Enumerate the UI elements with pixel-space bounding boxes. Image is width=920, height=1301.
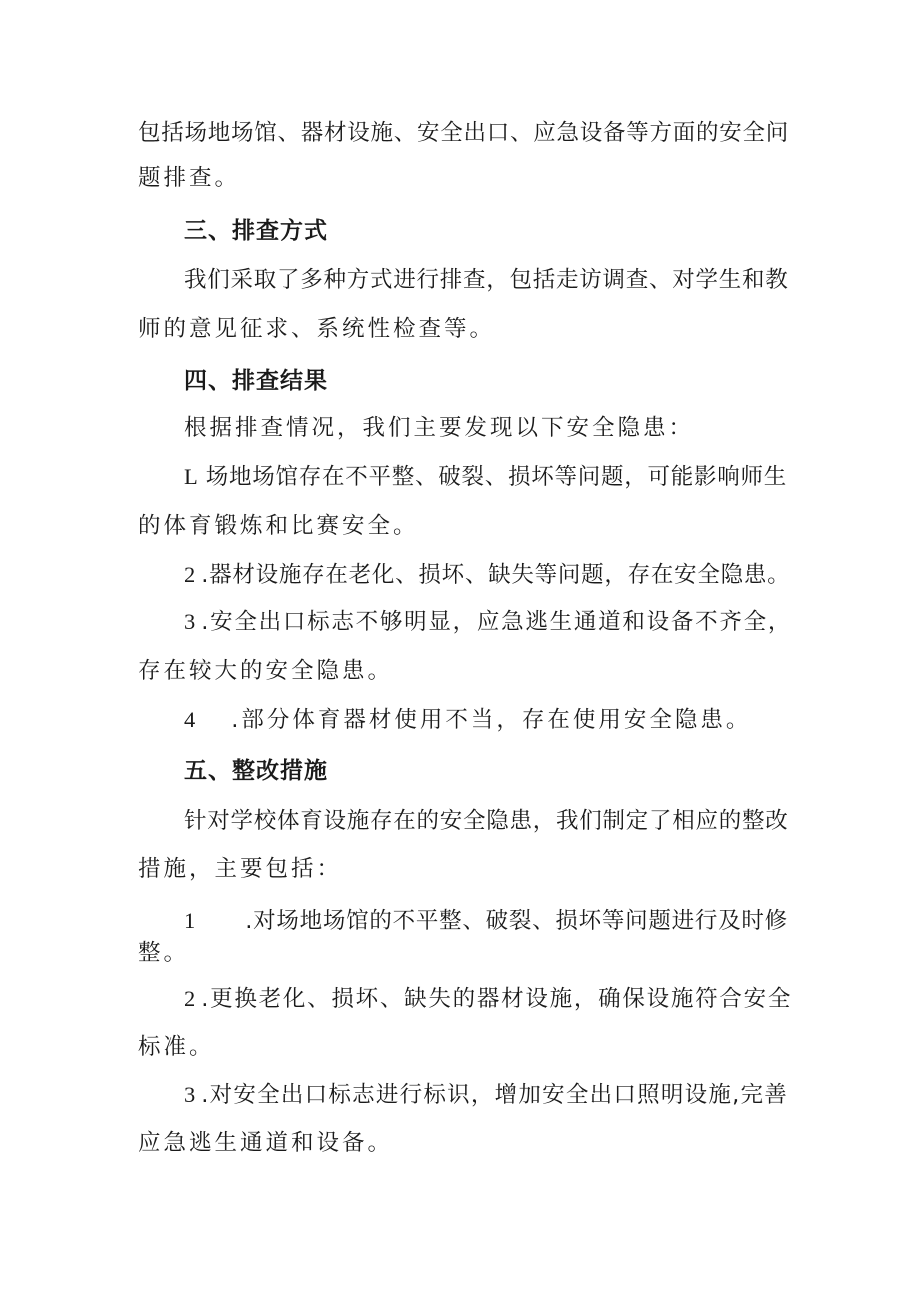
intro-line-2: 题排查。 (138, 165, 241, 191)
item-number: 3 (184, 1082, 196, 1107)
item-text: .对场地场馆的不平整、破裂、损坏等问题进行及时修 (245, 908, 788, 934)
section-5-item-1-line-1 (184, 906, 788, 936)
item-text: .器材设施存在老化、损坏、缺失等问题，存在安全隐患。 (201, 562, 791, 588)
item-number: 2 (184, 986, 196, 1011)
section-3-paragraph-line-1: 我们采取了多种方式进行排查，包括走访调查、对学生和教 (184, 267, 789, 293)
section-4-item-1-line-2: 的体育锻炼和比赛安全。 (138, 513, 419, 539)
section-5-item-3-line-1 (184, 1080, 788, 1110)
section-5-item-2-line-1 (184, 984, 792, 1014)
section-5-item-2-line-2: 标准。 (138, 1034, 215, 1060)
item-text: .对安全出口标志进行标识，增加安全出口照明设施,完善 (201, 1082, 789, 1108)
section-4-item-3-line-1 (184, 607, 792, 637)
section-5-item-3-line-2: 应急逃生通道和设备。 (138, 1130, 394, 1156)
section-3-paragraph-line-2: 师的意见征求、系统性检查等。 (138, 316, 496, 342)
section-4-item-3-line-2: 存在较大的安全隐患。 (138, 658, 394, 684)
section-4-lead: 根据排查情况，我们主要发现以下安全隐患： (184, 415, 695, 441)
item-number: 3 (184, 609, 196, 634)
item-text: 场地场馆存在不平整、破裂、损坏等问题，可能影响师生 (205, 464, 788, 490)
item-number: 1 (184, 908, 196, 933)
item-text: .部分体育器材使用不当，存在使用安全隐患。 (231, 707, 752, 733)
section-4-item-1-line-1 (184, 462, 787, 492)
section-5-heading: 五、整改措施 (184, 758, 328, 784)
section-4-heading: 四、排查结果 (184, 368, 328, 394)
section-4-item-2 (184, 560, 790, 590)
item-number: L (184, 464, 198, 489)
item-number: 4 (184, 707, 196, 732)
item-text: .更换老化、损坏、缺失的器材设施，确保设施符合安全 (201, 986, 793, 1012)
item-number: 2 (184, 562, 196, 587)
item-text: .安全出口标志不够明显，应急逃生通道和设备不齐全， (201, 609, 793, 635)
section-5-item-1-line-2: 整。 (138, 940, 190, 966)
intro-line-1: 包括场地场馆、器材设施、安全出口、应急设备等方面的安全问 (138, 120, 790, 146)
section-3-heading: 三、排查方式 (184, 218, 328, 244)
section-5-lead-line-1: 针对学校体育设施存在的安全隐患，我们制定了相应的整改 (184, 808, 789, 834)
section-5-lead-line-2: 措施，主要包括： (138, 856, 343, 882)
section-4-item-4 (184, 705, 751, 735)
